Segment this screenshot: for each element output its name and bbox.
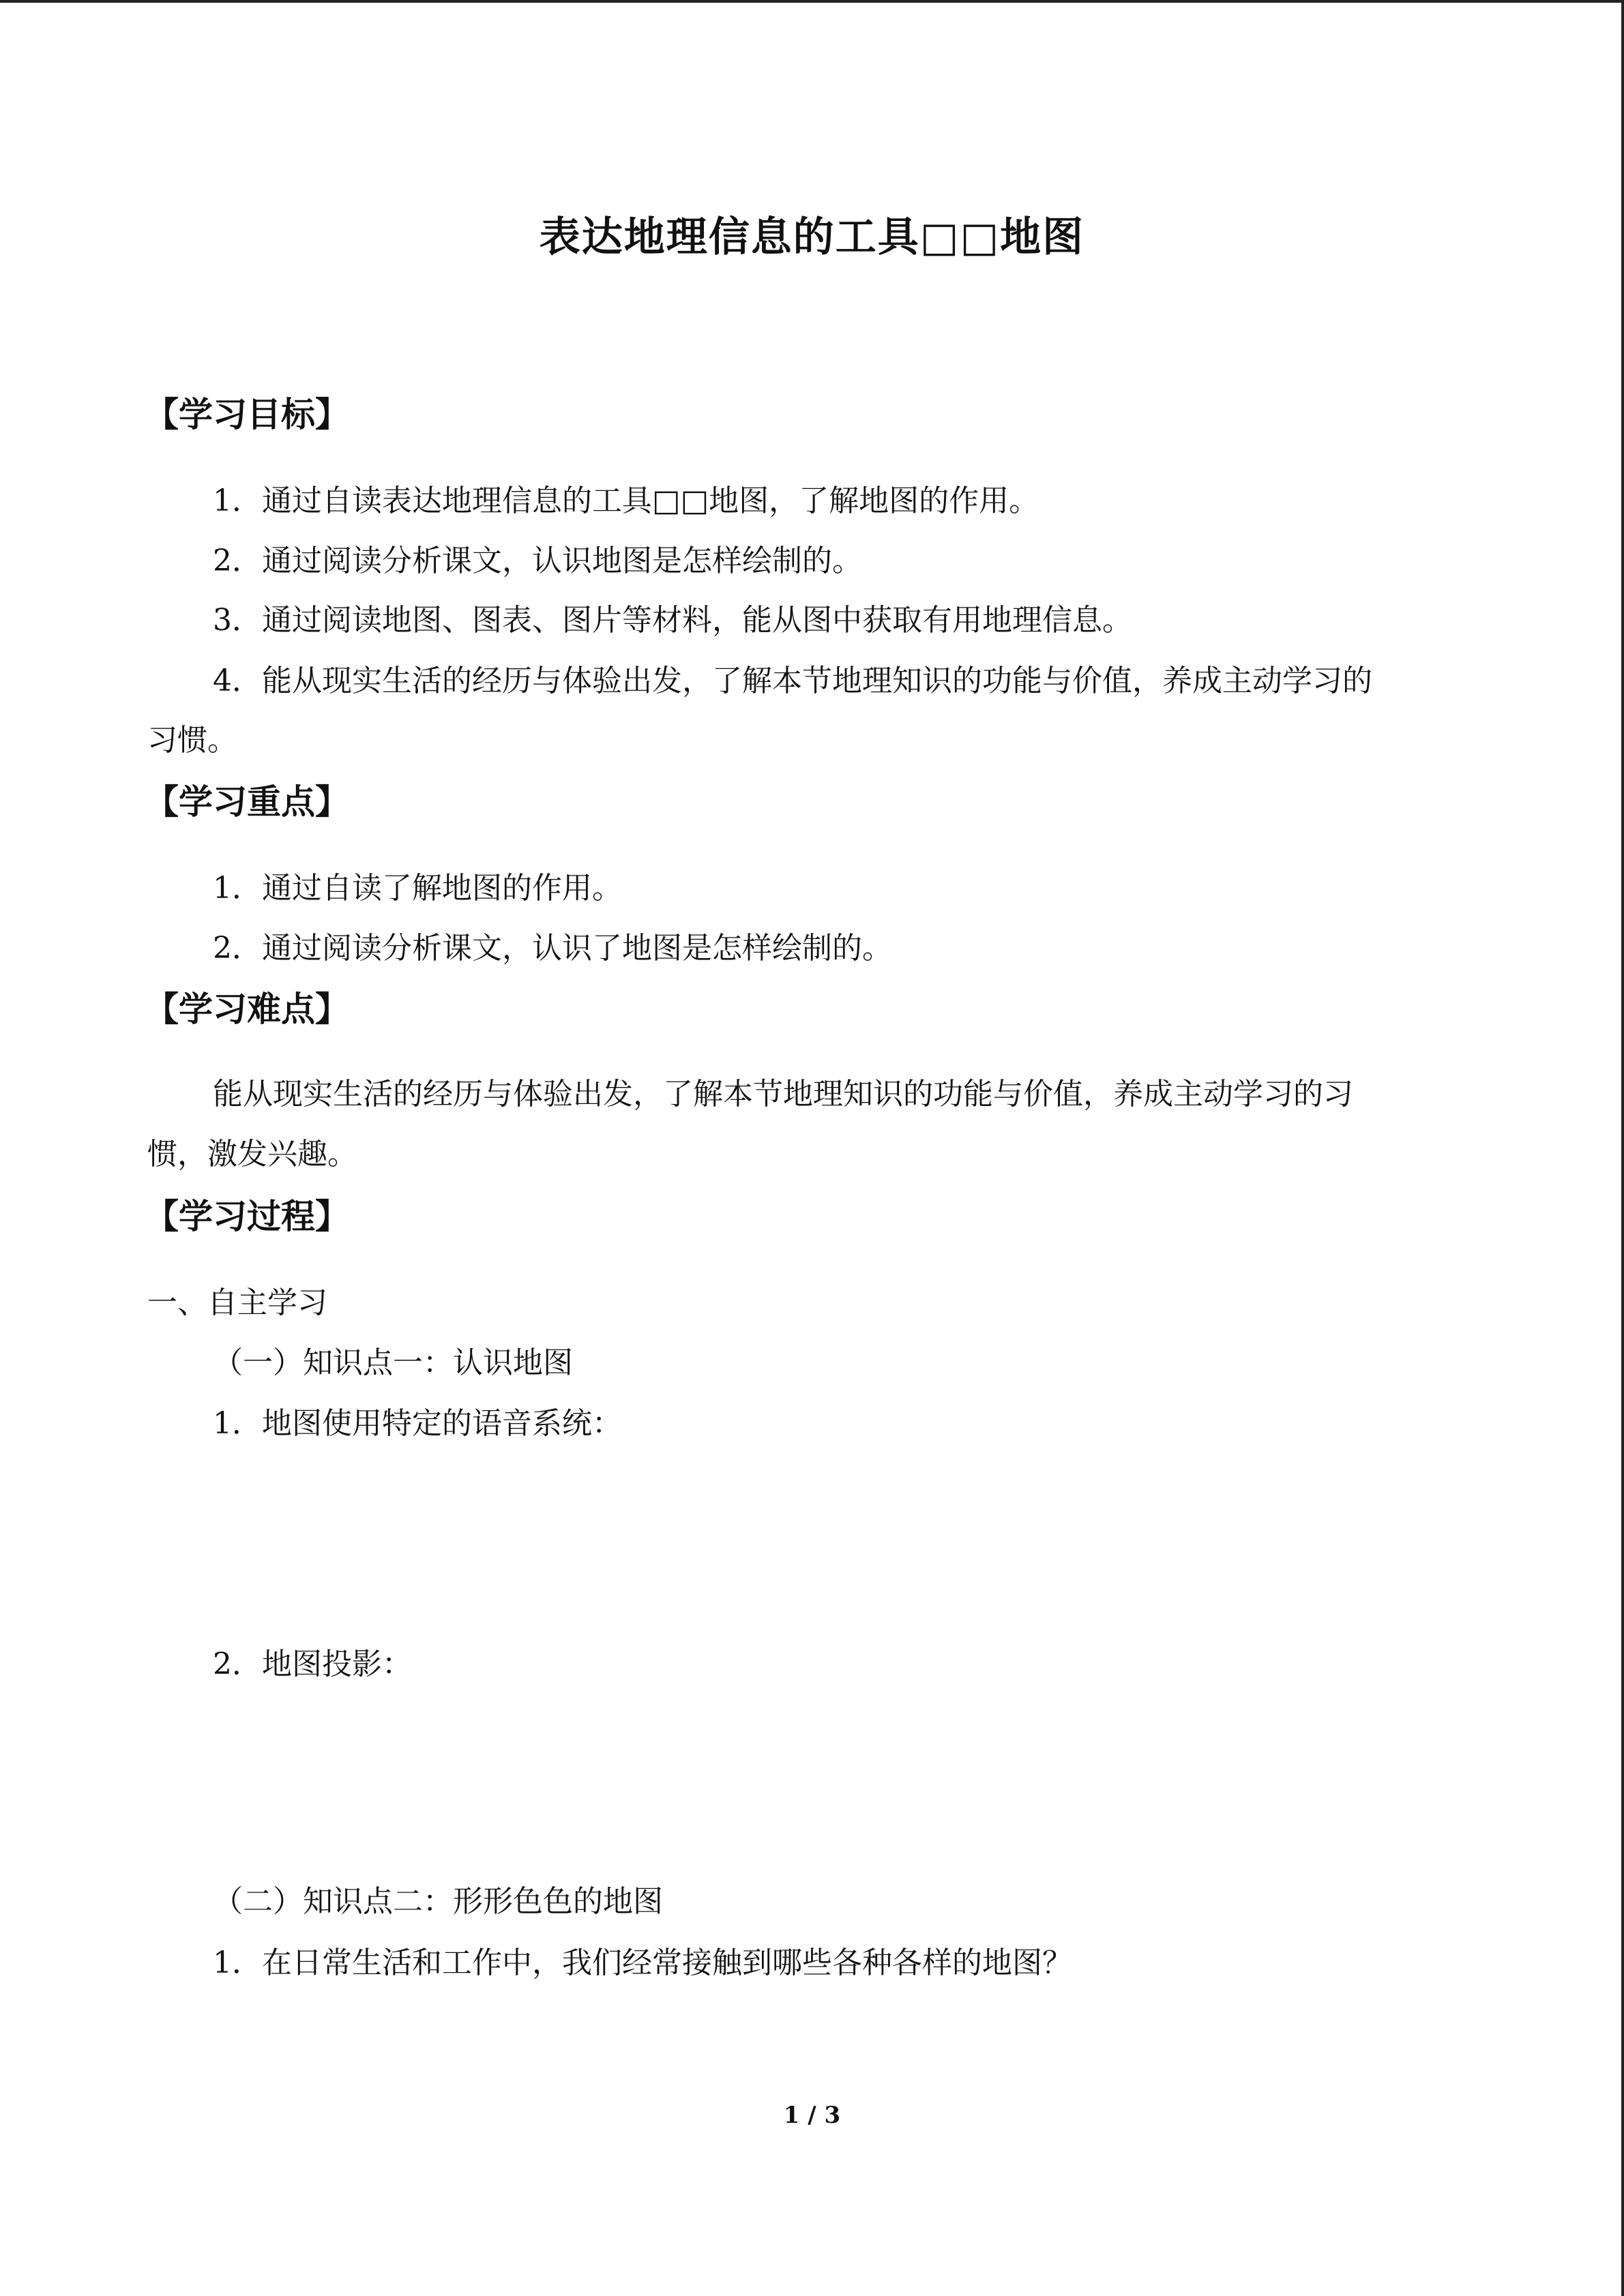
goal-item-4-continued: 习惯。 <box>147 723 237 758</box>
page-top-border <box>0 0 1624 3</box>
section-heading-process: 【学习过程】 <box>145 1196 349 1236</box>
keypoint-item-1: 1．通过自读了解地图的作用。 <box>213 871 622 906</box>
goal-item-1: 1．通过自读表达地理信息的工具□□地图，了解地图的作用。 <box>213 483 1039 518</box>
section-heading-difficulties: 【学习难点】 <box>145 989 349 1029</box>
goal-item-3: 3．通过阅读地图、图表、图片等材料，能从图中获取有用地理信息。 <box>213 603 1132 638</box>
goal-item-4: 4．能从现实生活的经历与体验出发，了解本节地理知识的功能与价值，养成主动学习的 <box>213 664 1372 698</box>
section-heading-keypoints: 【学习重点】 <box>145 781 349 822</box>
document-title: 表达地理信息的工具□□地图 <box>539 213 1085 261</box>
difficulty-item-1-continued: 惯，激发兴趣。 <box>147 1137 357 1172</box>
goal-item-2: 2．通过阅读分析课文，认识地图是怎样绘制的。 <box>213 543 862 578</box>
page-right-border <box>1621 0 1624 2296</box>
section-heading-goals: 【学习目标】 <box>145 394 349 434</box>
keypoint-item-2: 2．通过阅读分析课文，认识了地图是怎样绘制的。 <box>213 931 892 966</box>
knowledge-point-2-question-1: 1．在日常生活和工作中，我们经常接触到哪些各种各样的地图？ <box>213 1945 1072 1980</box>
page-number: 1 / 3 <box>783 2102 841 2129</box>
knowledge-point-1-question-1: 1．地图使用特定的语音系统： <box>213 1406 622 1441</box>
knowledge-point-1-question-2: 2．地图投影： <box>213 1647 412 1682</box>
knowledge-point-2-heading: （二）知识点二：形形色色的地图 <box>213 1884 663 1919</box>
process-part-1: 一、自主学习 <box>147 1285 327 1320</box>
difficulty-item-1: 能从现实生活的经历与体验出发，了解本节地理知识的功能与价值，养成主动学习的习 <box>213 1077 1353 1112</box>
knowledge-point-1-heading: （一）知识点一：认识地图 <box>213 1345 573 1380</box>
